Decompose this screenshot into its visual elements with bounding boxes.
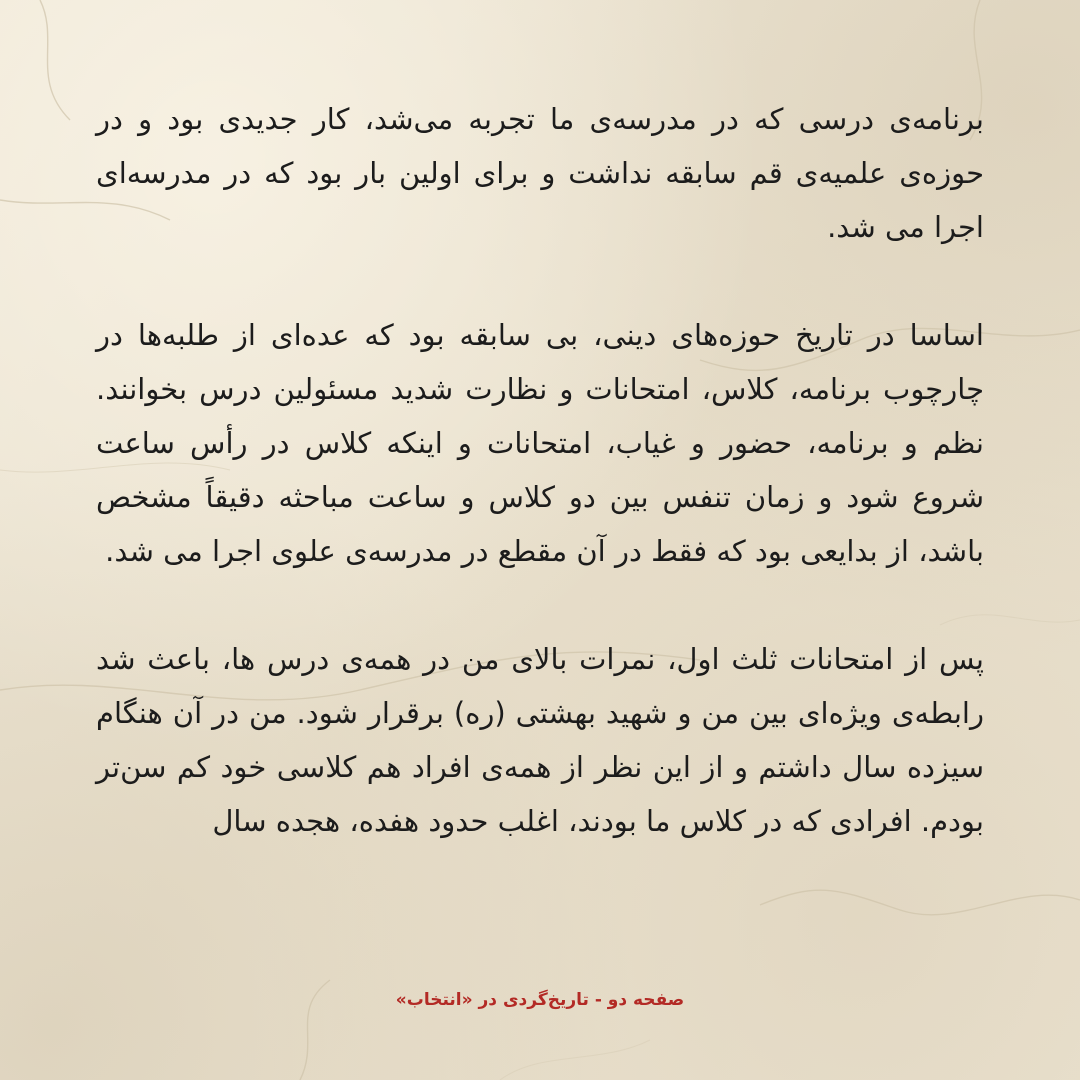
article-body (96, 92, 984, 848)
paragraph: اساسا در تاریخ حوزه‌های دینی، بی سابقه بود که عده‌ای از طلبه‌ها در چارچوب برنامه، کلاس، امتحانات و نظارت شدید مسئولین درس بخوانند. نظم و برنامه، حضور و غیاب، امتحانات و اینکه کلاس در رأس ساعت شروع شود و زمان تنفس بین دو کلاس و ساعت مباحثه دقیقاً مشخص باشد، از بدایعی بود که فقط در آن مقطع در مدرسه‌ی علوی اجرا می شد. (96, 318, 984, 568)
paragraph: پس از امتحانات ثلث اول، نمرات بالای من در همه‌ی درس ها، باعث شد رابطه‌ی ویژه‌ای بین من و شهید بهشتی (ره) برقرار شود. من در آن هنگام سیزده سال داشتم و از این نظر از همه‌ی افراد هم کلاسی خود کم سن‌تر بودم. افرادی که در کلاس ما بودند، اغلب حدود هفده، هجده سال (96, 642, 984, 838)
page-footer: صفحه دو - تاریخ‌گردی در «انتخاب» (395, 990, 685, 1010)
paragraph: برنامه‌ی درسی که در مدرسه‌ی ما تجربه می‌شد، کار جدیدی بود و در حوزه‌ی علمیه‌ی قم سابقه نداشت و برای اولین بار بود که در مدرسه‌ای اجرا می شد. (96, 102, 984, 244)
